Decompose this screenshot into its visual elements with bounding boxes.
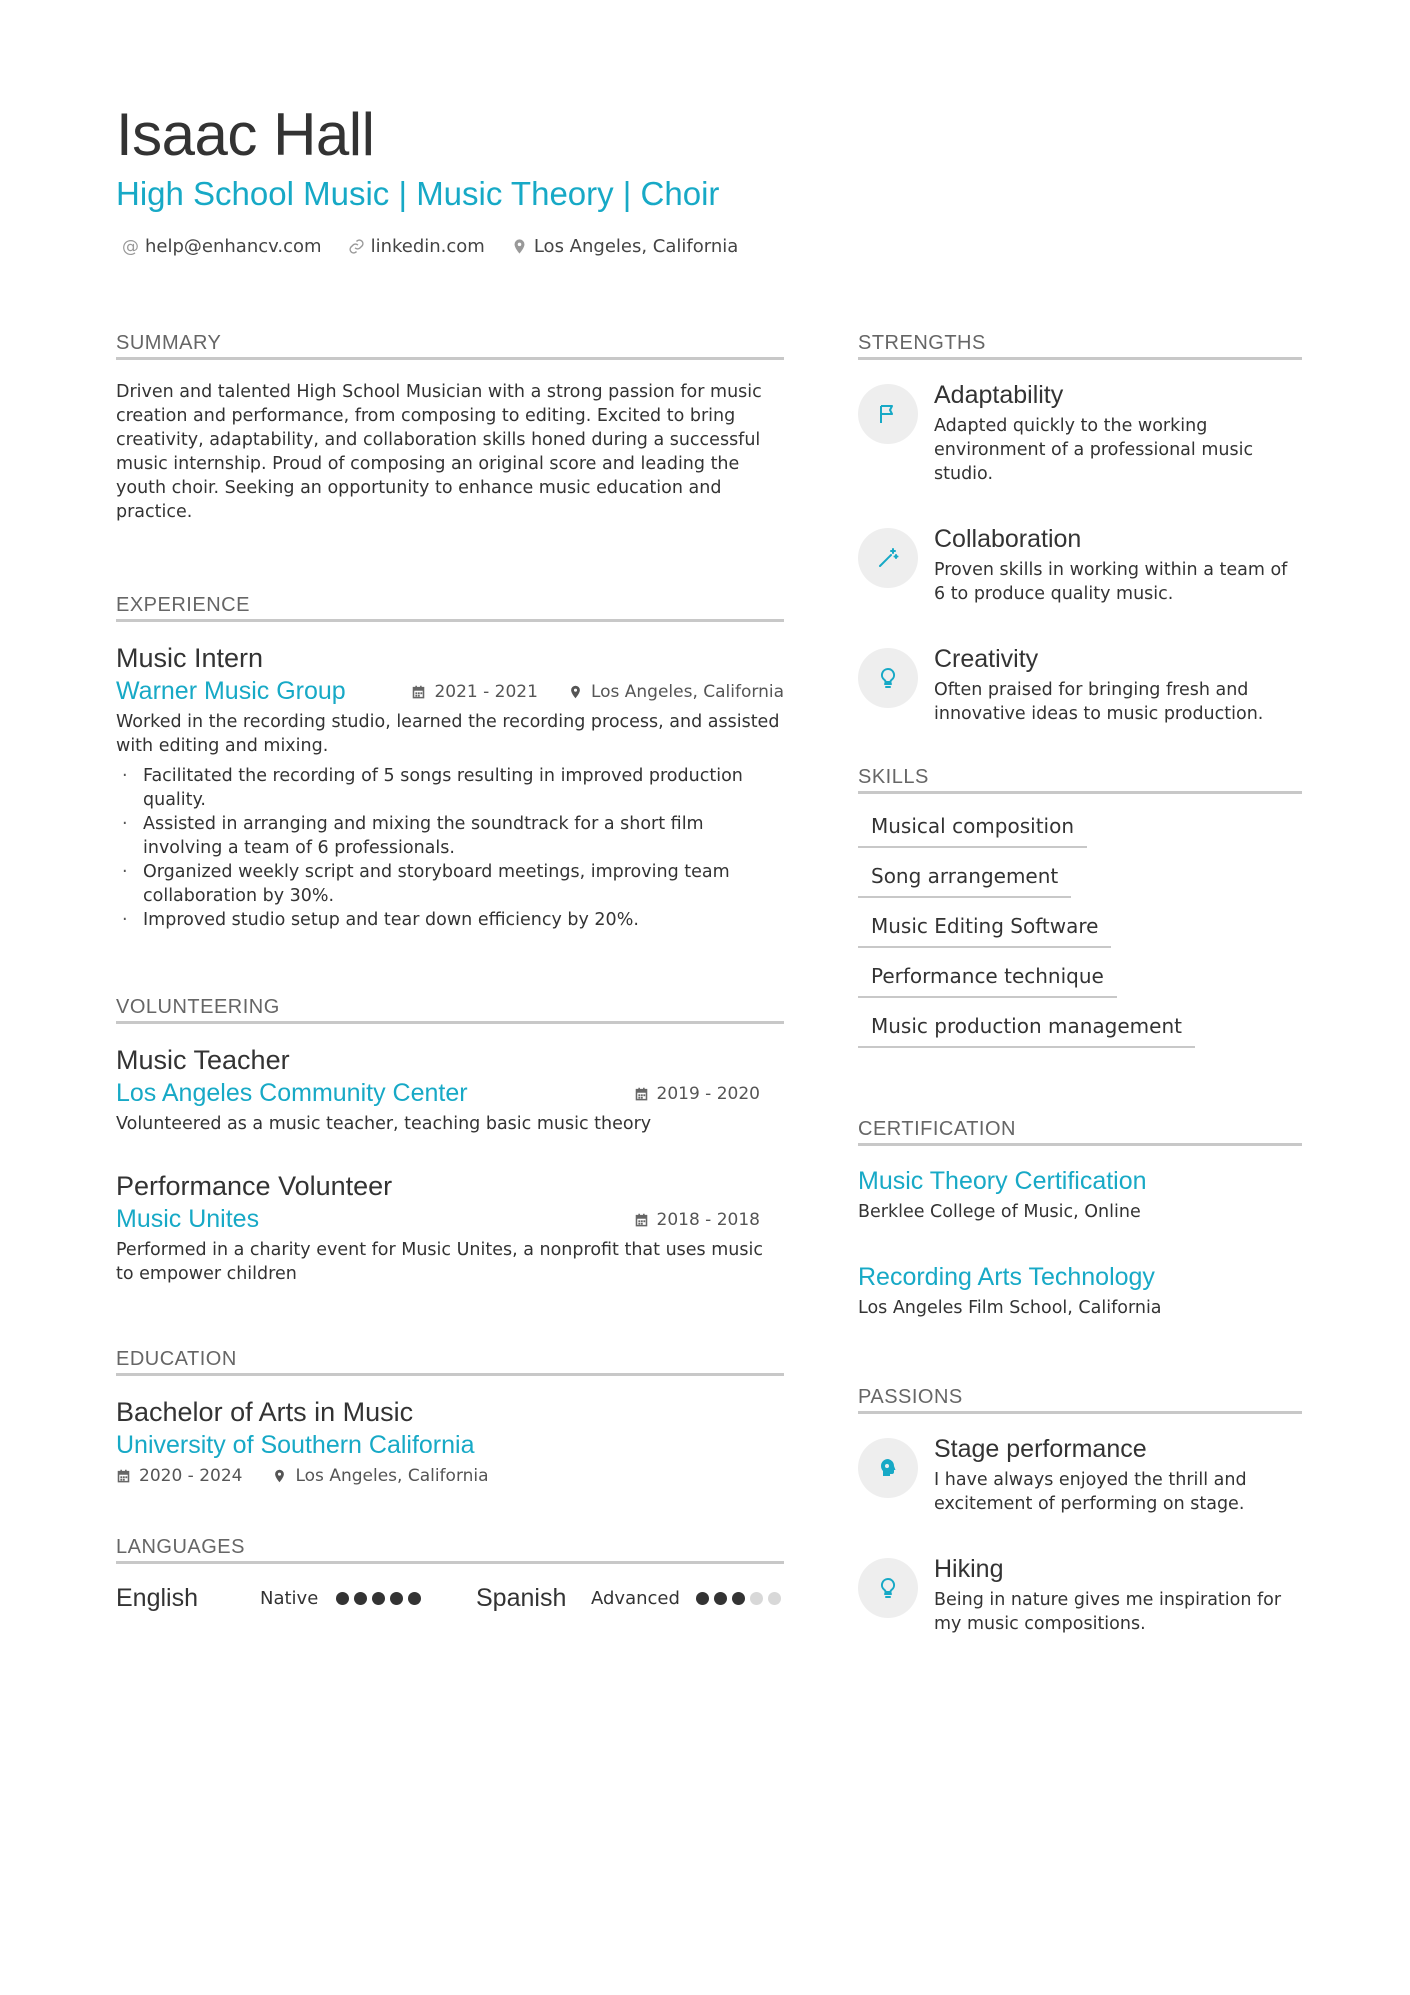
education-degree: Bachelor of Arts in Music	[116, 1397, 414, 1427]
education-location-text: Los Angeles, California	[295, 1466, 489, 1486]
passion-description: I have always enjoyed the thrill and excitement of performing on stage.	[934, 1470, 1247, 1514]
languages-heading: LANGUAGES	[116, 1536, 784, 1564]
education-dates-text: 2020 - 2024	[139, 1466, 243, 1486]
experience-section	[116, 594, 784, 932]
passion-icon-circle	[858, 1558, 918, 1618]
passion-title: Hiking	[934, 1555, 1004, 1583]
volunteering-entry	[116, 1044, 784, 1136]
volunteering-dates	[634, 1210, 760, 1230]
languages-section	[116, 1536, 784, 1613]
volunteering-entry	[116, 1170, 784, 1286]
rating-dot-filled	[354, 1592, 367, 1605]
passions-heading: PASSIONS	[858, 1386, 1302, 1414]
volunteering-org-row	[116, 1205, 784, 1234]
language-rating	[696, 1592, 781, 1605]
skill-tag: Performance technique	[858, 964, 1117, 998]
experience-bullet: · Facilitated the recording of 5 songs resulting in improved production quality.	[116, 764, 784, 812]
rating-dot-filled	[372, 1592, 385, 1605]
experience-entry	[116, 642, 784, 932]
strength-icon-circle	[858, 648, 918, 708]
education-location	[272, 1466, 488, 1486]
rating-dot-filled	[714, 1592, 727, 1605]
magic-wand-icon	[876, 546, 900, 570]
strengths-section	[858, 332, 1302, 726]
volunteering-org: Los Angeles Community Center	[116, 1079, 468, 1107]
strength-title: Adaptability	[934, 381, 1064, 409]
strength-item	[858, 644, 1302, 726]
language-rating	[336, 1592, 421, 1605]
languages-row	[116, 1584, 784, 1613]
calendar-icon	[634, 1212, 649, 1228]
lightbulb-icon	[876, 666, 900, 690]
location-pin-icon	[511, 238, 528, 255]
volunteering-org: Music Unites	[116, 1205, 260, 1233]
experience-heading: EXPERIENCE	[116, 594, 784, 622]
location-pin-icon	[568, 684, 583, 700]
rating-dot-filled	[336, 1592, 349, 1605]
passions-section	[858, 1386, 1302, 1636]
certification-issuer: Berklee College of Music, Online	[858, 1202, 1141, 1222]
experience-bullet: · Organized weekly script and storyboard meetings, improving team collaboration by 30%.	[116, 860, 784, 908]
strength-description: Proven skills in working within a team of 6 to produce quality music.	[934, 560, 1288, 604]
skill-tag: Song arrangement	[858, 864, 1071, 898]
email-text: help@enhancv.com	[145, 236, 322, 257]
experience-description: Worked in the recording studio, learned the recording process, and assisted with editing and mixing.	[116, 712, 780, 756]
strength-title: Collaboration	[934, 525, 1082, 553]
volunteering-dates-text: 2019 - 2020	[656, 1083, 760, 1104]
certification-item	[858, 1166, 1302, 1224]
rating-dot-empty	[768, 1592, 781, 1605]
volunteering-role: Performance Volunteer	[116, 1171, 393, 1201]
flag-icon	[876, 402, 900, 426]
rating-dot-filled	[732, 1592, 745, 1605]
volunteering-dates-text: 2018 - 2018	[656, 1209, 760, 1230]
passion-description: Being in nature gives me inspiration for my music compositions.	[934, 1590, 1282, 1634]
language-name: English	[116, 1584, 198, 1612]
certification-section	[858, 1118, 1302, 1320]
volunteering-org-row	[116, 1079, 784, 1108]
strength-description: Adapted quickly to the working environment of a professional music studio.	[934, 416, 1254, 484]
rating-dot-empty	[750, 1592, 763, 1605]
right-column	[858, 332, 1302, 1674]
volunteering-role: Music Teacher	[116, 1045, 290, 1075]
experience-location	[568, 682, 784, 702]
candidate-name: Isaac Hall	[116, 101, 375, 168]
contact-location	[511, 236, 738, 257]
lightbulb-icon	[876, 1576, 900, 1600]
volunteering-heading: VOLUNTEERING	[116, 996, 784, 1024]
passion-icon-circle	[858, 1438, 918, 1498]
experience-role: Music Intern	[116, 643, 264, 673]
contact-bar	[122, 236, 738, 257]
education-heading: EDUCATION	[116, 1348, 784, 1376]
experience-meta	[411, 682, 784, 702]
left-column	[116, 332, 784, 1613]
rating-dot-filled	[696, 1592, 709, 1605]
experience-dates	[411, 682, 537, 702]
education-school: University of Southern California	[116, 1431, 475, 1459]
language-name: Spanish	[476, 1584, 567, 1612]
passion-title: Stage performance	[934, 1435, 1147, 1463]
volunteering-description: Volunteered as a music teacher, teaching basic music theory	[116, 1114, 652, 1134]
location-text: Los Angeles, California	[533, 236, 739, 257]
summary-text: Driven and talented High School Musician with a strong passion for music creation and performance, from composing to editing. Excited to bring creativity, adaptability, and collaboration skills honed during a successful music internship. Proud of composing an original score and leading the youth choir. Seeking an opportunity to enhance music education and practice.	[116, 382, 762, 522]
certification-issuer: Los Angeles Film School, California	[858, 1298, 1162, 1318]
contact-email[interactable]	[122, 236, 322, 257]
candidate-headline: High School Music | Music Theory | Choir	[116, 175, 720, 212]
experience-bullets	[116, 764, 784, 932]
rating-dot-filled	[408, 1592, 421, 1605]
experience-dates-text: 2021 - 2021	[434, 681, 538, 702]
location-pin-icon	[272, 1468, 287, 1484]
strength-item	[858, 380, 1302, 486]
language-level: Native	[260, 1588, 319, 1609]
skills-section	[858, 766, 1302, 1048]
linkedin-text: linkedin.com	[370, 236, 485, 257]
strength-item	[858, 524, 1302, 606]
certification-title: Recording Arts Technology	[858, 1263, 1155, 1291]
strength-description: Often praised for bringing fresh and innovative ideas to music production.	[934, 680, 1264, 724]
experience-org: Warner Music Group	[116, 677, 346, 705]
link-icon	[348, 238, 365, 255]
certification-item	[858, 1262, 1302, 1320]
head-brain-icon	[876, 1456, 900, 1480]
volunteering-meta	[634, 1084, 760, 1104]
volunteering-dates	[634, 1084, 760, 1104]
experience-org-row	[116, 677, 784, 706]
volunteering-section	[116, 996, 784, 1286]
language-item	[476, 1584, 781, 1613]
skills-heading: SKILLS	[858, 766, 1302, 794]
language-level: Advanced	[591, 1588, 680, 1609]
calendar-icon	[116, 1468, 131, 1484]
strength-title: Creativity	[934, 645, 1039, 673]
contact-linkedin[interactable]	[348, 236, 485, 257]
volunteering-description: Performed in a charity event for Music Unites, a nonprofit that uses music to empower children	[116, 1240, 763, 1284]
calendar-icon	[411, 684, 426, 700]
skill-tag: Music Editing Software	[858, 914, 1111, 948]
at-icon: @	[122, 236, 139, 257]
summary-heading: SUMMARY	[116, 332, 784, 360]
summary-section	[116, 332, 784, 524]
calendar-icon	[634, 1086, 649, 1102]
skill-tag: Music production management	[858, 1014, 1195, 1048]
education-section	[116, 1348, 784, 1486]
volunteering-meta	[634, 1210, 760, 1230]
skill-tag: Musical composition	[858, 814, 1087, 848]
experience-location-text: Los Angeles, California	[590, 681, 784, 702]
passion-item	[858, 1554, 1302, 1636]
certification-heading: CERTIFICATION	[858, 1118, 1302, 1146]
rating-dot-filled	[390, 1592, 403, 1605]
experience-bullet: · Improved studio setup and tear down efficiency by 20%.	[116, 908, 784, 932]
strengths-heading: STRENGTHS	[858, 332, 1302, 360]
experience-bullet: · Assisted in arranging and mixing the soundtrack for a short film involving a team of 6 professionals.	[116, 812, 784, 860]
strength-icon-circle	[858, 384, 918, 444]
education-meta	[116, 1466, 784, 1486]
passion-item	[858, 1434, 1302, 1516]
certification-title: Music Theory Certification	[858, 1167, 1147, 1195]
language-item	[116, 1584, 476, 1613]
education-dates	[116, 1466, 242, 1486]
strength-icon-circle	[858, 528, 918, 588]
skills-list	[858, 814, 1302, 1048]
